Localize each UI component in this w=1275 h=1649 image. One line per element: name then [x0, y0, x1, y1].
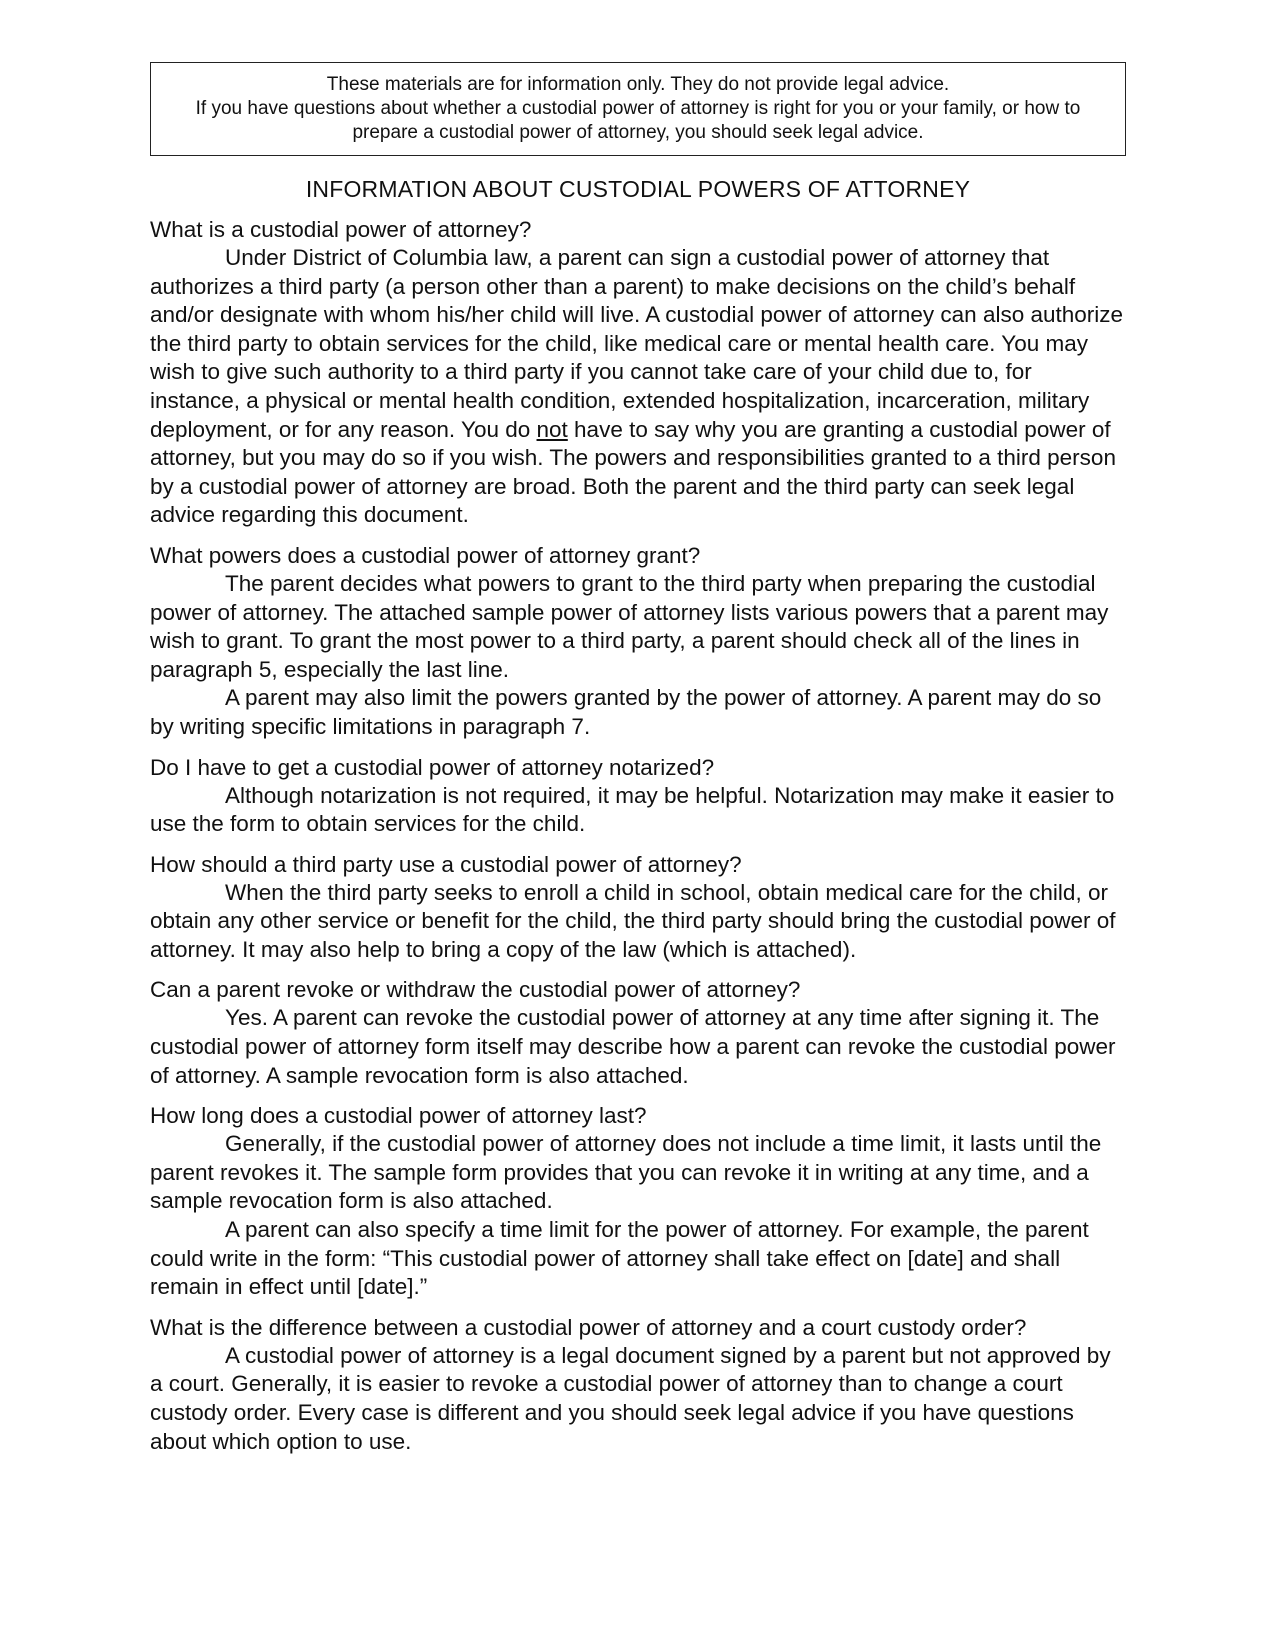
disclaimer-line-2: If you have questions about whether a custodial power of attorney is right for you or your family, or how to prepare a custodial power of attorney, you should seek legal advice.: [195, 98, 1081, 143]
section-heading: What is a custodial power of attorney?: [150, 217, 532, 242]
section-heading: What powers does a custodial power of attorney grant?: [150, 542, 701, 568]
section-heading: What is the difference between a custodial power of attorney and a court custody order?: [150, 1314, 1027, 1340]
section-heading: Do I have to get a custodial power of attorney notarized?: [150, 754, 715, 780]
disclaimer-line-1: These materials are for information only. They do not provide legal advice.: [326, 74, 950, 95]
section-paragraph: A parent may also limit the powers granted by the power of attorney. A parent may do so by writing specific limitations in paragraph 7.: [150, 685, 1102, 739]
section-what-is: [150, 216, 1126, 530]
section-heading: How long does a custodial power of attorney last?: [150, 1103, 647, 1129]
section-notarized: [150, 754, 1126, 839]
section-how-long: [150, 1102, 1126, 1302]
section-heading: How should a third party use a custodial power of attorney?: [150, 851, 742, 877]
section-revoke: [150, 976, 1126, 1090]
section-paragraph: When the third party seeks to enroll a child in school, obtain medical care for the child, or obtain any other service or benefit for the child, the third party should bring the custodial power of attorney. It may also help to bring a copy of the law (which is attached).: [150, 879, 1116, 962]
document-title: INFORMATION ABOUT CUSTODIAL POWERS OF ATTORNEY: [305, 176, 971, 202]
section-paragraph: Yes. A parent can revoke the custodial power of attorney at any time after signing it. The custodial power of attorney form itself may describe how a parent can revoke the custodial power of attorney. A sample revocation form is also attached.: [150, 1005, 1116, 1088]
section-difference: [150, 1314, 1126, 1456]
document-page: [150, 62, 1126, 1468]
section-paragraph: A custodial power of attorney is a legal document signed by a parent but not approved by a court. Generally, it is easier to revoke a custodial power of attorney than to change a court custody order. Every case is different and you should seek legal advice if you have questions about which option to use.: [150, 1342, 1111, 1454]
section-paragraph: The parent decides what powers to grant to the third party when preparing the custodial power of attorney. The attached sample power of attorney lists various powers that a parent may wish to grant. To grant the most power to a third party, a parent should check all of the lines in paragraph 5, especially the last line.: [150, 570, 1109, 682]
disclaimer-box: [150, 62, 1126, 156]
section-heading: Can a parent revoke or withdraw the custodial power of attorney?: [150, 977, 801, 1003]
section-paragraph: Generally, if the custodial power of attorney does not include a time limit, it lasts until the parent revokes it. The sample form provides that you can revoke it in writing at any time, and a sample revocation form is also attached.: [150, 1131, 1102, 1214]
underlined-word: not: [536, 416, 568, 442]
section-paragraph: [150, 244, 1126, 530]
section-paragraph: A parent can also specify a time limit for the power of attorney. For example, the parent could write in the form: “This custodial power of attorney shall take effect on [date] and shall remain in effect until [date].”: [150, 1217, 1089, 1300]
section-third-party-use: [150, 851, 1126, 965]
section-paragraph: Although notarization is not required, it may be helpful. Notarization may make it easier to use the form to obtain services for the child.: [150, 782, 1115, 837]
paragraph-text: Under District of Columbia law, a parent can sign a custodial power of attorney that authorizes a third party (a person other than a parent) to make decisions on the child’s behalf and/or designate with whom his/her child will live. A custodial power of attorney can also authorize the third party to obtain services for the child, like medical care or mental health care. You may wish to give such authority to a third party if you cannot take care of your child due to, for instance, a physical or mental health condition, extended hospitalization, incarceration, military deployment, or for any reason. You do: [150, 245, 1124, 442]
paragraph-text: have to say why you are granting a custodial power of attorney, but you may do so if you wish. The powers and responsibilities granted to a third person by a custodial power of attorney are broad. Both the parent and the third party can seek legal advice regarding this document.: [150, 416, 1116, 528]
section-what-powers: [150, 542, 1126, 742]
